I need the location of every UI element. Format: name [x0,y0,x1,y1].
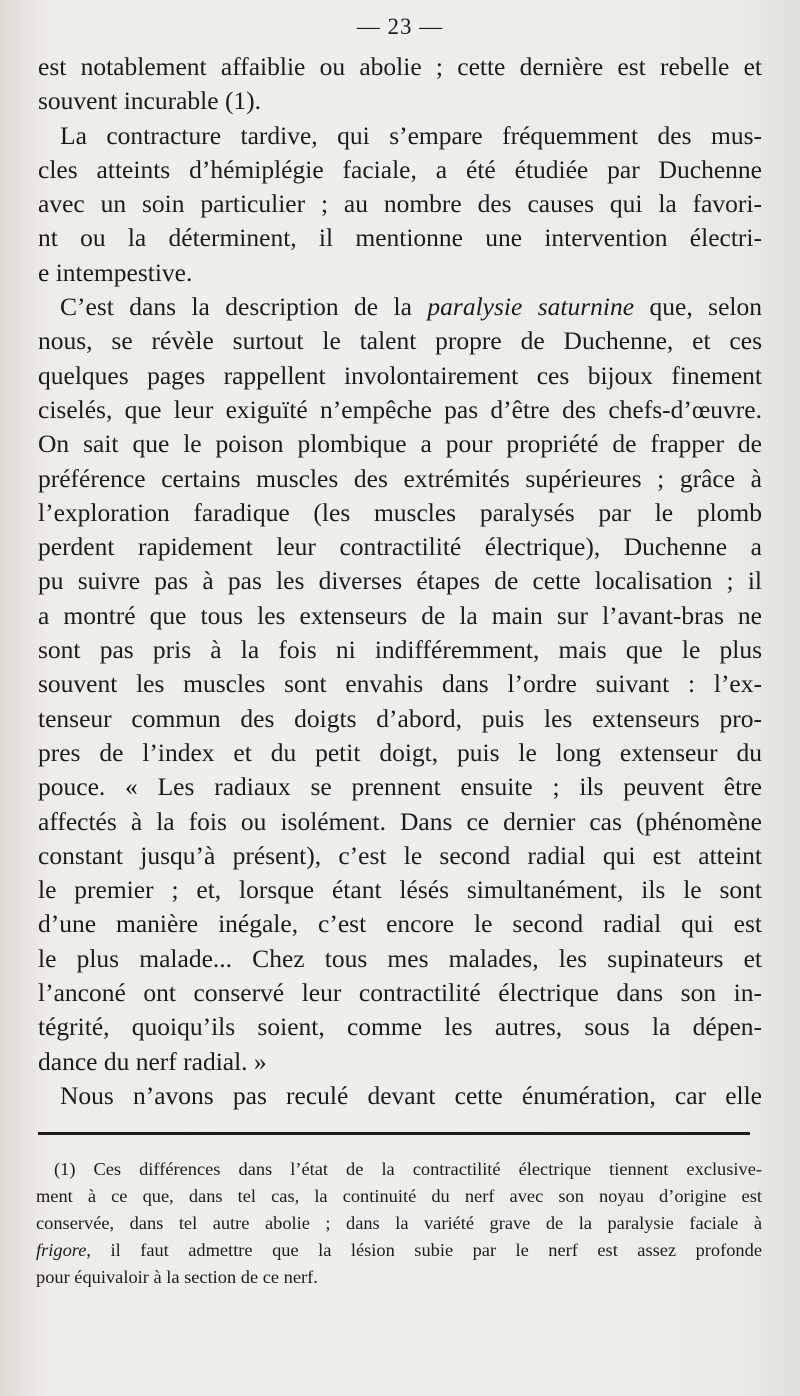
text-line: l’exploration faradique (les muscles paralysés par le plomb [38,497,762,527]
text-line: dance du nerf radial. » [38,1046,267,1076]
text-line: préférence certains muscles des extrémités supérieures ; grâce à [38,463,762,493]
text-line: a montré que tous les extenseurs de la main sur l’avant-bras ne [38,600,762,630]
text-segment: C’est dans la description de la [60,292,412,322]
text-line: tenseur commun des doigts d’abord, puis les extenseurs pro- [38,703,762,733]
text-segment: que, selon [649,292,763,322]
text-line: avec un soin particulier ; au nombre des causes qui la favori- [38,189,762,219]
text-line: d’une manière inégale, c’est encore le second radial qui est [38,909,762,939]
footnote [36,1156,762,1291]
text-line: pu suivre pas à pas les diverses étapes de cette localisation ; il [38,566,762,596]
text-segment: , il faut admettre que la lésion subie par le nerf est assez profonde [86,1240,762,1260]
text-line: sont pas pris à la fois ni indifféremment, mais que le plus [38,635,762,665]
text-line: quelques pages rappellent involontairement ces bijoux finement [38,360,762,390]
text-line: souvent les muscles sont envahis dans l’ordre suivant : l’ex- [38,669,762,699]
text-line: le premier ; et, lorsque étant lésés simultanément, ils le sont [38,875,762,905]
footnote-line: ment à ce que, dans tel cas, la continuité du nerf avec son noyau d’origine est [36,1186,762,1206]
text-line: On sait que le poison plombique a pour propriété de frapper de [38,429,762,459]
text-line: le plus malade... Chez tous mes malades, les supinateurs et [38,943,762,973]
text-line: souvent incurable (1). [38,86,262,116]
text-line: tégrité, quoiqu’ils soient, comme les autres, sous la dépen- [38,1012,762,1042]
text-line: nt ou la déterminent, il mentionne une intervention électri- [38,223,762,253]
text-line: La contracture tardive, qui s’empare fréquemment des mus- [60,120,762,150]
text-line: est notablement affaiblie ou abolie ; cette dernière est rebelle et [38,52,762,81]
text-line: pouce. « Les radiaux se prennent ensuite ; ils peuvent être [38,772,762,802]
page-number: — 23 — [356,14,444,39]
text-line: constant jusqu’à présent), c’est le second radial qui est atteint [38,840,762,870]
footnote-line: pour équivaloir à la section de ce nerf. [36,1267,318,1287]
footnote-line: conservée, dans tel autre abolie ; dans la variété grave de la paralysie faciale à [36,1213,762,1233]
italic-term: paralysie saturnine [427,292,635,322]
text-line: nous, se révèle surtout le talent propre de Duchenne, et ces [38,326,762,356]
text-line: l’anconé ont conservé leur contractilité électrique dans son in- [38,978,762,1008]
footnote-line: (1) Ces différences dans l’état de la contractilité électrique tiennent exclusive- [54,1159,762,1179]
italic-term: frigore [36,1240,87,1260]
text-line: Nous n’avons pas reculé devant cette énumération, car elle [60,1080,762,1110]
text-line: cles atteints d’hémiplégie faciale, a été étudiée par Duchenne [38,154,762,184]
footnote-divider [38,1132,750,1135]
main-text [38,50,762,1113]
text-line-mixed [38,290,762,324]
text-line: pres de l’index et du petit doigt, puis le long extenseur du [38,737,762,767]
text-line: ciselés, que leur exiguïté n’empêche pas d’être des chefs-d’œuvre. [38,394,762,424]
text-line: perdent rapidement leur contractilité électrique), Duchenne a [38,532,762,562]
text-line: affectés à la fois ou isolément. Dans ce dernier cas (phénomène [38,806,762,836]
footnote-line-mixed [36,1237,762,1264]
text-line: e intempestive. [38,257,193,287]
